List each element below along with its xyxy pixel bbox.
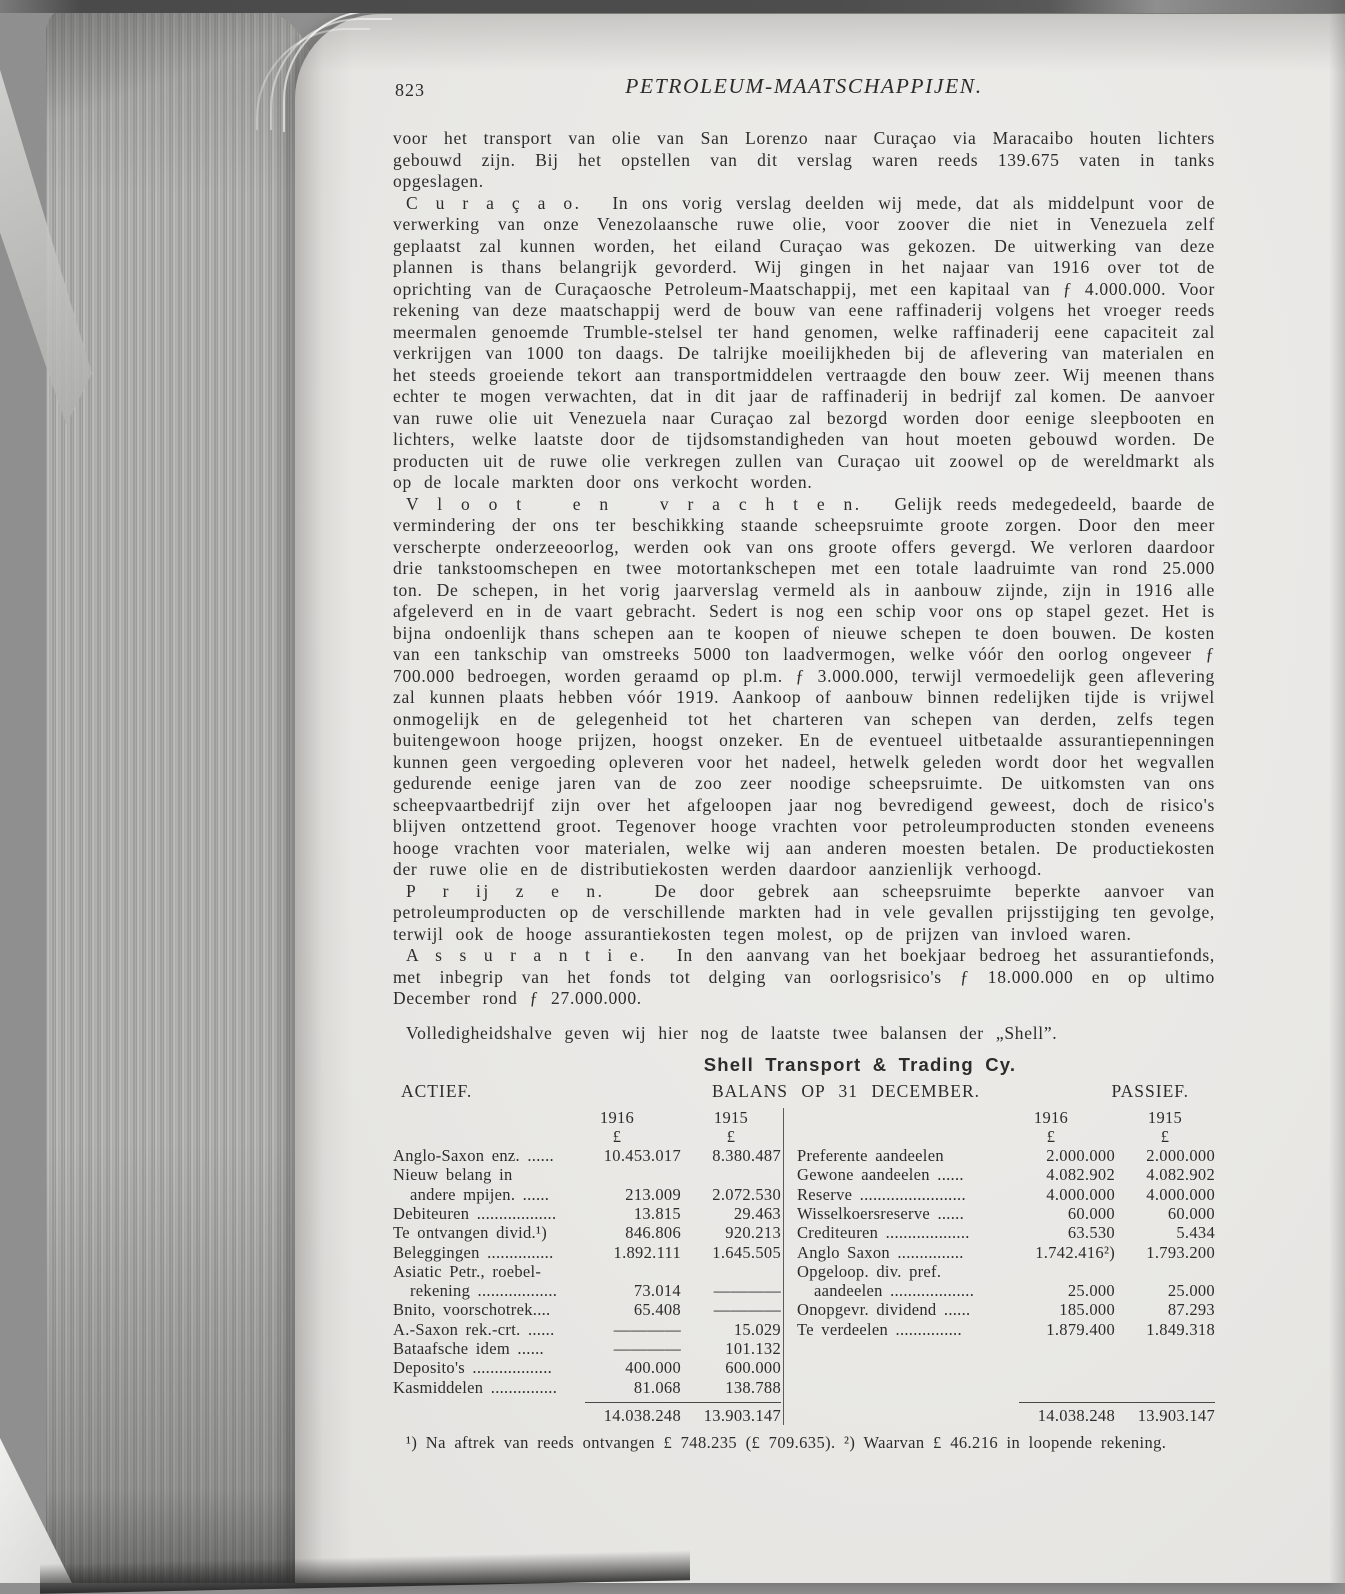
year-header-row <box>797 1108 1215 1127</box>
table-row <box>797 1146 1215 1165</box>
row-label: Wisselkoersreserve ...... <box>797 1203 964 1223</box>
row-label: aandeelen ................... <box>814 1281 975 1301</box>
year-1915: 1915 <box>1147 1107 1183 1127</box>
row-label: Anglo-Saxon enz. ...... <box>393 1146 554 1166</box>
row-value-1915: 5.434 <box>1176 1223 1215 1243</box>
row-label: Anglo Saxon ............... <box>797 1242 964 1262</box>
year-1916: 1916 <box>1033 1107 1069 1127</box>
table-row <box>393 1300 781 1319</box>
row-value-1915 <box>1115 1262 1215 1281</box>
paragraph <box>393 193 1215 494</box>
paragraph <box>393 945 1215 1010</box>
row-value-1916: 81.068 <box>633 1377 681 1397</box>
scan-right-shadow <box>1329 0 1345 1583</box>
table-row <box>393 1165 781 1184</box>
paragraph-text: Gelijk reeds medegedeeld, baarde de vermindering der ons ter beschikking staande scheepsruimte groote zorgen. Door den meer verscherpte onderzeeoorlog, werden ook van ons groote offers gevergd. We verloren daardoor drie tankstoomschepen en twee motortankschepen met een totale laadruimte van rond 25.000 ton. De schepen, in het vorig jaarverslag vermeld als in aanbouw zijnde, zijn in 1916 alle afgeleverd en in de vaart gebracht. Sedert is nog een schip voor ons op stapel gezet. Het is bijna ondoenlijk thans schepen aan te koopen of nieuwe schepen te doen bouwen. De kosten van een tankschip van omstreeks 5000 ton laadvermogen, welke vóór den oorlog ongeveer ƒ 700.000 bedroegen, worden geraamd op pl.m. ƒ 3.000.000, terwijl vermoedelijk geen aflevering zal kunnen plaats hebben vóór 1919. Aankoop of aanbouw binnen redelijken tijde is vrijwel onmogelijk en de gelegenheid tot het charteren van schepen van derden, zelfs tegen buitengewoon hooge prijzen, hoogst onzeker. En de eventueel uitbetaalde assurantiepenningen kunnen geen vergoeding opleveren voor het nadeel, hetwelk geleden wordt door het wegvallen gedurende eenige jaren van de zoo zeer noodige scheepsruimte. De uitkomsten van ons scheepvaartbedrijf zijn over het afgeloopen jaar nog bevredigend geweest, doch de risico's blijven ontzettend groot. Tegenover hooge vrachten voor petroleumproducten stonden eveneens hooge vrachten voor materialen, welke wij aan anderen moesten betalen. De productiekosten der ruwe olie en de distributiekosten werden daardoor aanzienlijk verhoogd. <box>393 493 1216 879</box>
page-header <box>393 70 1215 128</box>
row-value-1916: 65.408 <box>633 1300 681 1320</box>
currency-symbol: £ <box>1160 1126 1170 1146</box>
row-value-1915: 2.000.000 <box>1146 1146 1215 1166</box>
row-value-1915: 2.072.530 <box>712 1184 781 1204</box>
row-value-1915: 15.029 <box>733 1319 781 1339</box>
currency-header-row <box>797 1127 1215 1146</box>
balance-body <box>393 1108 1215 1426</box>
row-label: Nieuw belang in <box>393 1165 513 1185</box>
total-1915: 13.903.147 <box>703 1405 781 1425</box>
table-row <box>797 1243 1215 1262</box>
row-value-1915: 87.293 <box>1167 1300 1215 1320</box>
row-value-1916: 185.000 <box>1059 1300 1115 1320</box>
row-label: Kasmiddelen ............... <box>393 1377 558 1397</box>
row-value-1916: 60.000 <box>1067 1203 1115 1223</box>
row-label: Deposito's .................. <box>393 1358 553 1378</box>
total-row <box>797 1406 1215 1425</box>
row-value-1916: 10.453.017 <box>603 1146 681 1166</box>
row-label: Te verdeelen ............... <box>797 1319 962 1339</box>
total-rule <box>1019 1402 1215 1403</box>
currency-symbol: £ <box>612 1126 622 1146</box>
passief-column <box>784 1108 1215 1426</box>
year-1915: 1915 <box>713 1107 749 1127</box>
row-label: Preferente aandeelen <box>797 1146 944 1166</box>
row-label: Crediteuren ................... <box>797 1223 970 1243</box>
row-value-1915: 1.645.505 <box>712 1242 781 1262</box>
paragraph <box>393 494 1215 881</box>
table-row <box>393 1185 781 1204</box>
row-value-1915 <box>681 1165 781 1184</box>
total-rule <box>585 1402 781 1403</box>
row-label: Bnito, voorschotrek.... <box>393 1300 551 1320</box>
row-value-1916 <box>589 1165 681 1184</box>
row-label: Te ontvangen divid.¹) <box>393 1223 548 1243</box>
row-value-1915: 1.849.318 <box>1146 1319 1215 1339</box>
row-value-1916: 846.806 <box>625 1223 681 1243</box>
table-row <box>797 1223 1215 1242</box>
row-label: Asiatic Petr., roebel- <box>393 1261 542 1281</box>
row-label: Onopgevr. dividend ...... <box>797 1300 971 1320</box>
table-row <box>797 1262 1215 1281</box>
paragraph-text: voor het transport van olie van San Lorenzo naar Curaçao via Maracaibo houten lichters gebouwd zijn. Bij het opstellen van dit verslag waren reeds 139.675 vaten in tanks opgeslagen. <box>393 128 1215 191</box>
actief-column <box>393 1108 781 1426</box>
row-value-1915 <box>681 1262 781 1281</box>
year-header-row <box>393 1108 781 1127</box>
row-label: Beleggingen ............... <box>393 1242 554 1262</box>
row-value-1915: 4.082.902 <box>1146 1165 1215 1185</box>
page-number: 823 <box>395 80 425 100</box>
table-row <box>797 1320 1215 1339</box>
row-value-1916: 4.000.000 <box>1046 1184 1115 1204</box>
currency-symbol: £ <box>726 1126 736 1146</box>
currency-symbol: £ <box>1046 1126 1056 1146</box>
row-value-1915: 600.000 <box>725 1358 781 1378</box>
footnote: ¹) Na aftrek van reeds ontvangen £ 748.235 (£ 709.635). ²) Waarvan £ 46.216 in loopende rekening. <box>406 1433 1167 1453</box>
paragraph-text: In ons vorig verslag deelden wij mede, dat als middelpunt voor de verwerking van onze Venezolaansche ruwe olie, voor zoover die niet in Venezuela zelf geplaatst zal kunnen worden, het eiland Curaçao was gekozen. De uitwerking van deze plannen is thans belangrijk gevorderd. Wij gingen in het najaar van 1916 over tot de oprichting van de Curaçaosche Petroleum-Maatschappij, met een kapitaal van ƒ 4.000.000. Voor rekening van deze maatschappij werd de bouw van eene raffinaderij volgens het vroeger reeds meermalen genoemde Trumble-stelsel ter hand genomen, welke raffinaderij eene capaciteit zal verkrijgen van 1000 ton daags. De talrijke moeilijkheden bij de aflevering van materialen en het steeds groeiende tekort aan transportmiddelen vertraagde den bouw zeer. Wij meenen thans echter te mogen verwachten, dat in dit jaar de raffinaderij in bedrijf zal komen. De aanvoer van ruwe olie uit Venezuela naar Curaçao zal bezorgd worden door eenige sleepbooten en lichters, welke laatste door de tijdsomstandigheden van hout moeten gebouwd worden. De producten uit de ruwe olie verkregen zullen van Curaçao uit zoowel op de wereldmarkt als op de locale markten door ons verkocht worden. <box>393 192 1215 492</box>
total-1916: 14.038.248 <box>1037 1405 1115 1425</box>
passief-title: PASSIEF. <box>1111 1080 1189 1101</box>
row-value-1915: 60.000 <box>1167 1203 1215 1223</box>
table-row <box>797 1300 1215 1319</box>
currency-header-row <box>393 1127 781 1146</box>
balance-sheet <box>393 1054 1215 1453</box>
row-value-1916: 1.742.416²) <box>1035 1242 1115 1262</box>
row-label: Reserve ........................ <box>797 1184 966 1204</box>
paragraph <box>393 128 1215 193</box>
company-heading: Shell Transport & Trading Cy. <box>703 1054 1017 1075</box>
row-value-1916: 2.000.000 <box>1046 1146 1115 1166</box>
paragraph-text: In den aanvang van het boekjaar bedroeg het assurantiefonds, met inbegrip van het fonds tot delging van oorlogsrisico's ƒ 18.000.000 en op ultimo December rond ƒ 27.000.000. <box>393 945 1215 1008</box>
total-row <box>393 1406 781 1425</box>
row-label: Gewone aandeelen ...... <box>797 1165 964 1185</box>
row-value-1915: 101.132 <box>725 1339 781 1359</box>
row-value-1916 <box>1023 1262 1115 1281</box>
row-value-1915: ———— <box>713 1300 781 1320</box>
balance-date-title: BALANS OP 31 DECEMBER. <box>711 1080 981 1101</box>
page-content <box>393 70 1215 1470</box>
row-value-1916: 400.000 <box>625 1358 681 1378</box>
paragraph <box>393 881 1215 946</box>
table-row <box>393 1281 781 1300</box>
total-1915: 13.903.147 <box>1137 1405 1215 1425</box>
row-value-1915: 8.380.487 <box>712 1146 781 1166</box>
row-value-1915: 1.793.200 <box>1146 1242 1215 1262</box>
table-row <box>393 1146 781 1165</box>
balance-intro-line: Volledigheidshalve geven wij hier nog de laatste twee balansen der „Shell”. <box>406 1022 1058 1043</box>
row-label: andere mpijen. ...... <box>410 1184 550 1204</box>
row-value-1916: 25.000 <box>1067 1281 1115 1301</box>
running-title: PETROLEUM-MAATSCHAPPIJEN. <box>625 74 983 98</box>
row-value-1915: 29.463 <box>733 1203 781 1223</box>
row-value-1916: 4.082.902 <box>1046 1165 1115 1185</box>
table-row <box>797 1281 1215 1300</box>
row-value-1916: 1.892.111 <box>613 1242 681 1262</box>
balance-title-row <box>393 1081 1215 1107</box>
row-value-1916: ———— <box>613 1339 681 1359</box>
paragraph-lead: P r ij z e n. <box>406 880 655 901</box>
book-pages-fore-edge <box>46 6 314 1583</box>
table-row <box>797 1165 1215 1184</box>
table-row <box>393 1339 781 1358</box>
row-label: rekening .................. <box>410 1281 558 1301</box>
row-label: Debiteuren .................. <box>393 1203 557 1223</box>
paragraph-text: De door gebrek aan scheepsruimte beperkte aanvoer van petroleumproducten op de verschillende markten had in vele gevallen prijsstijging ten gevolge, terwijl ook de hooge assurantiekosten tegen molest, op de prijzen van invloed waren. <box>393 880 1215 944</box>
row-value-1916: 13.815 <box>633 1203 681 1223</box>
table-row <box>797 1204 1215 1223</box>
row-value-1915: 4.000.000 <box>1146 1184 1215 1204</box>
paragraph-lead: A s s u r a n t i e. <box>406 945 677 965</box>
total-1916: 14.038.248 <box>603 1405 681 1425</box>
paragraph-lead: V l o o t e n v r a c h t e n. <box>406 493 895 514</box>
row-label: A.-Saxon rek.-crt. ...... <box>393 1319 555 1339</box>
year-1916: 1916 <box>599 1107 635 1127</box>
row-value-1915: 25.000 <box>1167 1281 1215 1301</box>
row-value-1915: 138.788 <box>725 1377 781 1397</box>
row-value-1915: ———— <box>713 1281 781 1301</box>
paragraph-lead: C u r a ç a o. <box>406 192 613 213</box>
table-row <box>393 1243 781 1262</box>
row-value-1916: 213.009 <box>625 1184 681 1204</box>
scan-top-shadow <box>0 0 1345 13</box>
row-label: Bataafsche idem ...... <box>393 1339 544 1359</box>
table-row <box>393 1378 781 1397</box>
table-row <box>797 1185 1215 1204</box>
row-value-1916: 1.879.400 <box>1046 1319 1115 1339</box>
row-label: Opgeloop. div. pref. <box>797 1261 942 1281</box>
table-row <box>393 1223 781 1242</box>
row-value-1915: 920.213 <box>725 1223 781 1243</box>
row-value-1916: 63.530 <box>1067 1223 1115 1243</box>
row-value-1916: 73.014 <box>633 1281 681 1301</box>
table-row <box>393 1262 781 1281</box>
table-row <box>393 1320 781 1339</box>
actief-title: ACTIEF. <box>401 1080 473 1101</box>
table-row <box>393 1204 781 1223</box>
table-row <box>393 1358 781 1377</box>
row-value-1916 <box>589 1262 681 1281</box>
row-value-1916: ———— <box>613 1319 681 1339</box>
